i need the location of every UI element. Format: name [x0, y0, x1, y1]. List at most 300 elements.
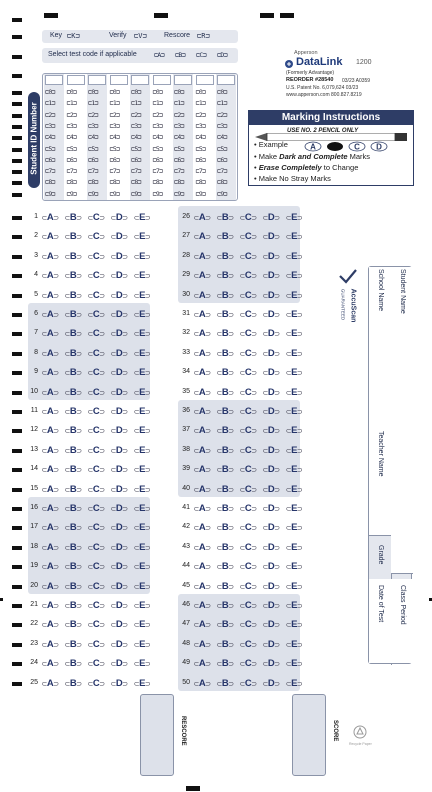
- student-id-bubble[interactable]: ⊏5⊐: [152, 144, 163, 153]
- answer-bubble[interactable]: ⊂A⊃: [193, 580, 211, 592]
- answer-bubble[interactable]: ⊂E⊃: [133, 619, 151, 631]
- student-id-write-box[interactable]: [153, 75, 171, 85]
- answer-bubble[interactable]: ⊂D⊃: [262, 619, 280, 631]
- student-id-bubble[interactable]: ⊏4⊐: [45, 133, 55, 142]
- answer-bubble[interactable]: ⊂E⊃: [133, 561, 151, 573]
- answer-bubble[interactable]: ⊂B⊃: [64, 619, 82, 631]
- student-id-bubble[interactable]: ⊏7⊐: [45, 167, 55, 176]
- answer-bubble[interactable]: ⊂C⊃: [87, 638, 105, 650]
- answer-bubble[interactable]: ⊂E⊃: [133, 503, 151, 514]
- student-id-bubble[interactable]: ⊏1⊐: [195, 99, 206, 108]
- answer-bubble[interactable]: ⊂A⊃: [193, 638, 211, 650]
- student-id-write-box[interactable]: [88, 75, 106, 85]
- student-id-bubble[interactable]: ⊏9⊐: [45, 189, 55, 198]
- student-id-bubble[interactable]: ⊏1⊐: [174, 99, 184, 108]
- answer-bubble[interactable]: ⊂E⊃: [285, 367, 303, 379]
- answer-bubble[interactable]: ⊂C⊃: [239, 367, 257, 379]
- answer-bubble[interactable]: ⊂B⊃: [216, 561, 234, 573]
- student-id-bubble[interactable]: ⊏3⊐: [109, 121, 120, 130]
- answer-bubble[interactable]: ⊂D⊃: [110, 309, 128, 320]
- answer-bubble[interactable]: ⊂B⊃: [216, 638, 234, 650]
- answer-bubble[interactable]: ⊂E⊃: [133, 406, 151, 417]
- answer-bubble[interactable]: ⊂B⊃: [216, 328, 234, 340]
- answer-bubble[interactable]: ⊂D⊃: [262, 561, 280, 573]
- student-id-bubble[interactable]: ⊏3⊐: [66, 121, 77, 130]
- answer-bubble[interactable]: ⊂D⊃: [262, 444, 280, 456]
- answer-bubble[interactable]: ⊂B⊃: [64, 503, 82, 514]
- answer-bubble[interactable]: ⊂A⊃: [193, 347, 211, 359]
- score-box[interactable]: [292, 694, 326, 776]
- answer-bubble[interactable]: ⊂D⊃: [110, 425, 128, 437]
- grade-field[interactable]: Grade: [377, 545, 384, 565]
- key-bubble[interactable]: ⊏K⊐: [67, 32, 80, 40]
- student-id-bubble[interactable]: ⊏2⊐: [66, 110, 77, 119]
- student-id-bubble[interactable]: ⊏1⊐: [45, 99, 55, 108]
- student-id-bubble[interactable]: ⊏7⊐: [88, 167, 98, 176]
- answer-bubble[interactable]: ⊂D⊃: [262, 309, 280, 320]
- answer-bubble[interactable]: ⊂C⊃: [239, 309, 257, 320]
- answer-bubble[interactable]: ⊂A⊃: [41, 638, 59, 650]
- answer-bubble[interactable]: ⊂C⊃: [87, 503, 105, 514]
- answer-bubble[interactable]: ⊂B⊃: [216, 347, 234, 359]
- answer-bubble[interactable]: ⊂E⊃: [285, 541, 303, 553]
- answer-bubble[interactable]: ⊂E⊃: [133, 444, 151, 456]
- answer-bubble[interactable]: ⊂E⊃: [285, 270, 303, 282]
- answer-bubble[interactable]: ⊂E⊃: [285, 425, 303, 437]
- answer-bubble[interactable]: ⊂A⊃: [41, 212, 59, 223]
- answer-bubble[interactable]: ⊂A⊃: [41, 658, 59, 670]
- answer-bubble[interactable]: ⊂C⊃: [87, 522, 105, 534]
- answer-bubble[interactable]: ⊂B⊃: [64, 328, 82, 340]
- answer-bubble[interactable]: ⊂D⊃: [110, 580, 128, 592]
- answer-bubble[interactable]: ⊂B⊃: [64, 580, 82, 592]
- answer-bubble[interactable]: ⊂A⊃: [193, 309, 211, 320]
- answer-bubble[interactable]: ⊂C⊃: [239, 212, 257, 223]
- answer-bubble[interactable]: ⊂A⊃: [41, 600, 59, 611]
- class-period-field[interactable]: Class Period: [399, 585, 406, 625]
- answer-bubble[interactable]: ⊂E⊃: [285, 600, 303, 611]
- answer-bubble[interactable]: ⊂B⊃: [216, 483, 234, 495]
- answer-bubble[interactable]: ⊂A⊃: [41, 328, 59, 340]
- answer-bubble[interactable]: ⊂E⊃: [133, 309, 151, 320]
- answer-bubble[interactable]: ⊂A⊃: [41, 386, 59, 398]
- student-id-bubble[interactable]: ⊏4⊐: [217, 133, 227, 142]
- student-id-bubble[interactable]: ⊏8⊐: [174, 178, 184, 187]
- student-id-bubble[interactable]: ⊏9⊐: [109, 189, 120, 198]
- answer-bubble[interactable]: ⊂C⊃: [87, 328, 105, 340]
- answer-bubble[interactable]: ⊂D⊃: [262, 522, 280, 534]
- answer-bubble[interactable]: ⊂A⊃: [41, 503, 59, 514]
- answer-bubble[interactable]: ⊂E⊃: [285, 231, 303, 243]
- answer-bubble[interactable]: ⊂E⊃: [285, 503, 303, 514]
- student-id-bubble[interactable]: ⊏4⊐: [195, 133, 206, 142]
- answer-bubble[interactable]: ⊂D⊃: [262, 406, 280, 417]
- student-id-bubble[interactable]: ⊏5⊐: [217, 144, 227, 153]
- student-id-bubble[interactable]: ⊏6⊐: [88, 155, 98, 164]
- student-id-bubble[interactable]: ⊏2⊐: [45, 110, 55, 119]
- answer-bubble[interactable]: ⊂A⊃: [193, 522, 211, 534]
- answer-bubble[interactable]: ⊂E⊃: [285, 406, 303, 417]
- student-id-bubble[interactable]: ⊏0⊐: [109, 88, 120, 96]
- answer-bubble[interactable]: ⊂C⊃: [87, 309, 105, 320]
- student-id-bubble[interactable]: ⊏1⊐: [131, 99, 141, 108]
- student-id-bubble[interactable]: ⊏6⊐: [174, 155, 184, 164]
- student-id-bubble[interactable]: ⊏1⊐: [217, 99, 227, 108]
- answer-bubble[interactable]: ⊂A⊃: [41, 677, 59, 689]
- answer-bubble[interactable]: ⊂B⊃: [64, 561, 82, 573]
- answer-bubble[interactable]: ⊂E⊃: [285, 522, 303, 534]
- answer-bubble[interactable]: ⊂A⊃: [193, 600, 211, 611]
- answer-bubble[interactable]: ⊂C⊃: [239, 250, 257, 262]
- answer-bubble[interactable]: ⊂C⊃: [239, 503, 257, 514]
- answer-bubble[interactable]: ⊂B⊃: [64, 406, 82, 417]
- student-id-bubble[interactable]: ⊏5⊐: [45, 144, 55, 153]
- answer-bubble[interactable]: ⊂B⊃: [216, 309, 234, 320]
- answer-bubble[interactable]: ⊂A⊃: [41, 444, 59, 456]
- answer-bubble[interactable]: ⊂C⊃: [239, 580, 257, 592]
- answer-bubble[interactable]: ⊂D⊃: [110, 522, 128, 534]
- school-name-field[interactable]: School Name: [377, 269, 384, 312]
- student-id-bubble[interactable]: ⊏3⊐: [174, 121, 184, 130]
- answer-bubble[interactable]: ⊂D⊃: [262, 212, 280, 223]
- answer-bubble[interactable]: ⊂E⊃: [133, 658, 151, 670]
- student-id-bubble[interactable]: ⊏2⊐: [152, 110, 163, 119]
- answer-bubble[interactable]: ⊂C⊃: [239, 561, 257, 573]
- answer-bubble[interactable]: ⊂A⊃: [41, 347, 59, 359]
- answer-bubble[interactable]: ⊂E⊃: [133, 677, 151, 689]
- answer-bubble[interactable]: ⊂B⊃: [64, 638, 82, 650]
- answer-bubble[interactable]: ⊂E⊃: [285, 309, 303, 320]
- student-id-bubble[interactable]: ⊏7⊐: [174, 167, 184, 176]
- answer-bubble[interactable]: ⊂D⊃: [110, 600, 128, 611]
- answer-bubble[interactable]: ⊂C⊃: [239, 600, 257, 611]
- student-id-write-box[interactable]: [131, 75, 149, 85]
- answer-bubble[interactable]: ⊂D⊃: [262, 580, 280, 592]
- answer-bubble[interactable]: ⊂C⊃: [239, 444, 257, 456]
- answer-bubble[interactable]: ⊂B⊃: [216, 658, 234, 670]
- student-id-bubble[interactable]: ⊏4⊐: [109, 133, 120, 142]
- answer-bubble[interactable]: ⊂B⊃: [216, 541, 234, 553]
- answer-bubble[interactable]: ⊂B⊃: [216, 231, 234, 243]
- answer-bubble[interactable]: ⊂A⊃: [41, 406, 59, 417]
- student-id-bubble[interactable]: ⊏0⊐: [131, 88, 141, 96]
- answer-bubble[interactable]: ⊂C⊃: [87, 541, 105, 553]
- answer-bubble[interactable]: ⊂C⊃: [87, 270, 105, 282]
- answer-bubble[interactable]: ⊂C⊃: [87, 386, 105, 398]
- student-id-bubble[interactable]: ⊏0⊐: [45, 88, 55, 96]
- answer-bubble[interactable]: ⊂E⊃: [133, 347, 151, 359]
- answer-bubble[interactable]: ⊂B⊃: [64, 483, 82, 495]
- answer-bubble[interactable]: ⊂B⊃: [64, 677, 82, 689]
- student-id-bubble[interactable]: ⊏0⊐: [195, 88, 206, 96]
- answer-bubble[interactable]: ⊂E⊃: [133, 250, 151, 262]
- test-code-d[interactable]: ⊏D⊐: [217, 51, 228, 59]
- answer-bubble[interactable]: ⊂D⊃: [110, 677, 128, 689]
- answer-bubble[interactable]: ⊂B⊃: [64, 212, 82, 223]
- student-id-bubble[interactable]: ⊏2⊐: [174, 110, 184, 119]
- answer-bubble[interactable]: ⊂D⊃: [262, 425, 280, 437]
- student-id-bubble[interactable]: ⊏8⊐: [88, 178, 98, 187]
- answer-bubble[interactable]: ⊂D⊃: [262, 503, 280, 514]
- answer-bubble[interactable]: ⊂A⊃: [193, 406, 211, 417]
- answer-bubble[interactable]: ⊂A⊃: [193, 464, 211, 476]
- student-id-bubble[interactable]: ⊏9⊐: [217, 189, 227, 198]
- answer-bubble[interactable]: ⊂E⊃: [285, 289, 303, 301]
- test-code-c[interactable]: ⊏C⊐: [196, 51, 207, 59]
- answer-bubble[interactable]: ⊂E⊃: [133, 328, 151, 340]
- answer-bubble[interactable]: ⊂E⊃: [285, 212, 303, 223]
- answer-bubble[interactable]: ⊂D⊃: [262, 270, 280, 282]
- answer-bubble[interactable]: ⊂A⊃: [193, 367, 211, 379]
- answer-bubble[interactable]: ⊂A⊃: [193, 231, 211, 243]
- student-id-bubble[interactable]: ⊏2⊐: [109, 110, 120, 119]
- answer-bubble[interactable]: ⊂C⊃: [239, 270, 257, 282]
- verify-bubble[interactable]: ⊏V⊐: [134, 32, 147, 40]
- student-id-bubble[interactable]: ⊏8⊐: [45, 178, 55, 187]
- answer-bubble[interactable]: ⊂D⊃: [110, 386, 128, 398]
- student-id-bubble[interactable]: ⊏4⊐: [174, 133, 184, 142]
- answer-bubble[interactable]: ⊂E⊃: [133, 231, 151, 243]
- answer-bubble[interactable]: ⊂A⊃: [193, 212, 211, 223]
- student-id-bubble[interactable]: ⊏5⊐: [109, 144, 120, 153]
- student-id-write-box[interactable]: [110, 75, 128, 85]
- answer-bubble[interactable]: ⊂A⊃: [41, 289, 59, 301]
- student-id-bubble[interactable]: ⊏3⊐: [131, 121, 141, 130]
- answer-bubble[interactable]: ⊂C⊃: [87, 289, 105, 301]
- student-id-bubble[interactable]: ⊏3⊐: [45, 121, 55, 130]
- student-id-bubble[interactable]: ⊏4⊐: [131, 133, 141, 142]
- answer-bubble[interactable]: ⊂E⊃: [285, 347, 303, 359]
- answer-bubble[interactable]: ⊂B⊃: [64, 367, 82, 379]
- student-id-bubble[interactable]: ⊏0⊐: [174, 88, 184, 96]
- answer-bubble[interactable]: ⊂D⊃: [110, 347, 128, 359]
- answer-bubble[interactable]: ⊂D⊃: [262, 231, 280, 243]
- answer-bubble[interactable]: ⊂C⊃: [87, 483, 105, 495]
- answer-bubble[interactable]: ⊂B⊃: [216, 425, 234, 437]
- answer-bubble[interactable]: ⊂C⊃: [87, 347, 105, 359]
- student-id-bubble[interactable]: ⊏2⊐: [88, 110, 98, 119]
- answer-bubble[interactable]: ⊂E⊃: [285, 250, 303, 262]
- answer-bubble[interactable]: ⊂D⊃: [110, 638, 128, 650]
- date-of-test-field[interactable]: Date of Test: [377, 585, 384, 623]
- answer-bubble[interactable]: ⊂B⊃: [64, 289, 82, 301]
- student-id-bubble[interactable]: ⊏6⊐: [109, 155, 120, 164]
- student-id-bubble[interactable]: ⊏8⊐: [152, 178, 163, 187]
- answer-bubble[interactable]: ⊂E⊃: [133, 425, 151, 437]
- answer-bubble[interactable]: ⊂C⊃: [87, 464, 105, 476]
- answer-bubble[interactable]: ⊂C⊃: [239, 231, 257, 243]
- answer-bubble[interactable]: ⊂C⊃: [239, 464, 257, 476]
- student-id-bubble[interactable]: ⊏1⊐: [152, 99, 163, 108]
- student-id-bubble[interactable]: ⊏1⊐: [66, 99, 77, 108]
- answer-bubble[interactable]: ⊂C⊃: [239, 619, 257, 631]
- answer-bubble[interactable]: ⊂B⊃: [216, 367, 234, 379]
- student-id-bubble[interactable]: ⊏1⊐: [109, 99, 120, 108]
- answer-bubble[interactable]: ⊂C⊃: [239, 541, 257, 553]
- answer-bubble[interactable]: ⊂D⊃: [262, 464, 280, 476]
- answer-bubble[interactable]: ⊂A⊃: [193, 677, 211, 689]
- student-id-bubble[interactable]: ⊏1⊐: [88, 99, 98, 108]
- answer-bubble[interactable]: ⊂B⊃: [64, 270, 82, 282]
- answer-bubble[interactable]: ⊂C⊃: [239, 386, 257, 398]
- answer-bubble[interactable]: ⊂B⊃: [64, 464, 82, 476]
- answer-bubble[interactable]: ⊂D⊃: [262, 658, 280, 670]
- test-code-b[interactable]: ⊏B⊐: [175, 51, 186, 59]
- answer-bubble[interactable]: ⊂C⊃: [239, 638, 257, 650]
- answer-bubble[interactable]: ⊂A⊃: [41, 250, 59, 262]
- answer-bubble[interactable]: ⊂A⊃: [193, 386, 211, 398]
- student-id-bubble[interactable]: ⊏2⊐: [217, 110, 227, 119]
- answer-bubble[interactable]: ⊂E⊃: [285, 638, 303, 650]
- answer-bubble[interactable]: ⊂D⊃: [262, 600, 280, 611]
- answer-bubble[interactable]: ⊂E⊃: [285, 580, 303, 592]
- answer-bubble[interactable]: ⊂C⊃: [87, 231, 105, 243]
- answer-bubble[interactable]: ⊂E⊃: [133, 522, 151, 534]
- answer-bubble[interactable]: ⊂A⊃: [193, 541, 211, 553]
- answer-bubble[interactable]: ⊂B⊃: [216, 677, 234, 689]
- student-id-bubble[interactable]: ⊏5⊐: [88, 144, 98, 153]
- answer-bubble[interactable]: ⊂E⊃: [133, 270, 151, 282]
- answer-bubble[interactable]: ⊂A⊃: [41, 483, 59, 495]
- teacher-name-field[interactable]: Teacher Name: [377, 431, 384, 477]
- rescore-box[interactable]: [140, 694, 174, 776]
- answer-bubble[interactable]: ⊂E⊃: [285, 464, 303, 476]
- answer-bubble[interactable]: ⊂D⊃: [262, 328, 280, 340]
- answer-bubble[interactable]: ⊂E⊃: [285, 386, 303, 398]
- student-id-bubble[interactable]: ⊏9⊐: [88, 189, 98, 198]
- answer-bubble[interactable]: ⊂D⊃: [110, 250, 128, 262]
- student-id-bubble[interactable]: ⊏8⊐: [66, 178, 77, 187]
- answer-bubble[interactable]: ⊂B⊃: [64, 658, 82, 670]
- student-id-write-box[interactable]: [67, 75, 85, 85]
- student-id-bubble[interactable]: ⊏9⊐: [152, 189, 163, 198]
- answer-bubble[interactable]: ⊂C⊃: [87, 406, 105, 417]
- answer-bubble[interactable]: ⊂D⊃: [110, 328, 128, 340]
- answer-bubble[interactable]: ⊂C⊃: [239, 328, 257, 340]
- answer-bubble[interactable]: ⊂C⊃: [239, 483, 257, 495]
- answer-bubble[interactable]: ⊂C⊃: [87, 250, 105, 262]
- answer-bubble[interactable]: ⊂B⊃: [64, 231, 82, 243]
- answer-bubble[interactable]: ⊂E⊃: [133, 483, 151, 495]
- answer-bubble[interactable]: ⊂A⊃: [41, 541, 59, 553]
- answer-bubble[interactable]: ⊂C⊃: [239, 425, 257, 437]
- student-id-bubble[interactable]: ⊏2⊐: [195, 110, 206, 119]
- student-id-bubble[interactable]: ⊏7⊐: [109, 167, 120, 176]
- answer-bubble[interactable]: ⊂D⊃: [110, 464, 128, 476]
- student-id-bubble[interactable]: ⊏8⊐: [131, 178, 141, 187]
- answer-bubble[interactable]: ⊂B⊃: [64, 250, 82, 262]
- answer-bubble[interactable]: ⊂E⊃: [285, 328, 303, 340]
- student-name-field[interactable]: Student Name: [399, 269, 406, 314]
- answer-bubble[interactable]: ⊂A⊃: [193, 270, 211, 282]
- student-id-bubble[interactable]: ⊏6⊐: [66, 155, 77, 164]
- student-id-bubble[interactable]: ⊏7⊐: [217, 167, 227, 176]
- student-id-bubble[interactable]: ⊏9⊐: [195, 189, 206, 198]
- answer-bubble[interactable]: ⊂A⊃: [41, 464, 59, 476]
- answer-bubble[interactable]: ⊂B⊃: [216, 503, 234, 514]
- answer-bubble[interactable]: ⊂D⊃: [262, 386, 280, 398]
- answer-bubble[interactable]: ⊂C⊃: [87, 600, 105, 611]
- answer-bubble[interactable]: ⊂B⊃: [64, 541, 82, 553]
- student-id-bubble[interactable]: ⊏3⊐: [88, 121, 98, 130]
- answer-bubble[interactable]: ⊂B⊃: [216, 580, 234, 592]
- answer-bubble[interactable]: ⊂A⊃: [193, 289, 211, 301]
- answer-bubble[interactable]: ⊂A⊃: [193, 425, 211, 437]
- answer-bubble[interactable]: ⊂A⊃: [193, 483, 211, 495]
- answer-bubble[interactable]: ⊂E⊃: [133, 600, 151, 611]
- rescore-bubble[interactable]: ⊏R⊐: [197, 32, 210, 40]
- answer-bubble[interactable]: ⊂C⊃: [239, 522, 257, 534]
- answer-bubble[interactable]: ⊂A⊃: [193, 503, 211, 514]
- answer-bubble[interactable]: ⊂A⊃: [193, 328, 211, 340]
- student-id-bubble[interactable]: ⊏5⊐: [174, 144, 184, 153]
- answer-bubble[interactable]: ⊂A⊃: [41, 580, 59, 592]
- answer-bubble[interactable]: ⊂A⊃: [193, 658, 211, 670]
- answer-bubble[interactable]: ⊂A⊃: [41, 619, 59, 631]
- answer-bubble[interactable]: ⊂D⊃: [110, 503, 128, 514]
- answer-bubble[interactable]: ⊂B⊃: [64, 386, 82, 398]
- answer-bubble[interactable]: ⊂A⊃: [193, 444, 211, 456]
- answer-bubble[interactable]: ⊂C⊃: [239, 289, 257, 301]
- student-id-bubble[interactable]: ⊏0⊐: [217, 88, 227, 96]
- student-id-bubble[interactable]: ⊏4⊐: [88, 133, 98, 142]
- answer-bubble[interactable]: ⊂E⊃: [133, 212, 151, 223]
- student-id-bubble[interactable]: ⊏7⊐: [152, 167, 163, 176]
- answer-bubble[interactable]: ⊂B⊃: [216, 212, 234, 223]
- answer-bubble[interactable]: ⊂B⊃: [216, 406, 234, 417]
- test-code-a[interactable]: ⊏A⊐: [154, 51, 165, 59]
- answer-bubble[interactable]: ⊂E⊃: [285, 658, 303, 670]
- answer-bubble[interactable]: ⊂B⊃: [216, 522, 234, 534]
- answer-bubble[interactable]: ⊂E⊃: [285, 561, 303, 573]
- answer-bubble[interactable]: ⊂C⊃: [87, 677, 105, 689]
- student-id-bubble[interactable]: ⊏2⊐: [131, 110, 141, 119]
- answer-bubble[interactable]: ⊂C⊃: [87, 658, 105, 670]
- answer-bubble[interactable]: ⊂E⊃: [285, 677, 303, 689]
- student-id-bubble[interactable]: ⊏6⊐: [131, 155, 141, 164]
- student-id-bubble[interactable]: ⊏9⊐: [131, 189, 141, 198]
- student-id-bubble[interactable]: ⊏0⊐: [66, 88, 77, 96]
- answer-bubble[interactable]: ⊂C⊃: [239, 658, 257, 670]
- answer-bubble[interactable]: ⊂B⊃: [216, 386, 234, 398]
- answer-bubble[interactable]: ⊂E⊃: [133, 289, 151, 301]
- student-id-bubble[interactable]: ⊏8⊐: [109, 178, 120, 187]
- student-id-bubble[interactable]: ⊏7⊐: [66, 167, 77, 176]
- student-id-bubble[interactable]: ⊏3⊐: [195, 121, 206, 130]
- answer-bubble[interactable]: ⊂B⊃: [216, 250, 234, 262]
- answer-bubble[interactable]: ⊂D⊃: [110, 561, 128, 573]
- student-id-write-box[interactable]: [196, 75, 214, 85]
- answer-bubble[interactable]: ⊂C⊃: [87, 444, 105, 456]
- answer-bubble[interactable]: ⊂E⊃: [133, 541, 151, 553]
- student-id-write-box[interactable]: [45, 75, 63, 85]
- answer-bubble[interactable]: ⊂A⊃: [41, 367, 59, 379]
- student-id-bubble[interactable]: ⊏3⊐: [152, 121, 163, 130]
- student-id-bubble[interactable]: ⊏7⊐: [131, 167, 141, 176]
- student-id-bubble[interactable]: ⊏8⊐: [195, 178, 206, 187]
- student-id-bubble[interactable]: ⊏4⊐: [152, 133, 163, 142]
- student-id-bubble[interactable]: ⊏6⊐: [195, 155, 206, 164]
- student-id-bubble[interactable]: ⊏9⊐: [66, 189, 77, 198]
- answer-bubble[interactable]: ⊂D⊃: [110, 541, 128, 553]
- student-id-bubble[interactable]: ⊏6⊐: [152, 155, 163, 164]
- answer-bubble[interactable]: ⊂D⊃: [262, 367, 280, 379]
- student-id-bubble[interactable]: ⊏3⊐: [217, 121, 227, 130]
- answer-bubble[interactable]: ⊂D⊃: [110, 406, 128, 417]
- answer-bubble[interactable]: ⊂B⊃: [216, 444, 234, 456]
- answer-bubble[interactable]: ⊂C⊃: [87, 619, 105, 631]
- answer-bubble[interactable]: ⊂B⊃: [216, 600, 234, 611]
